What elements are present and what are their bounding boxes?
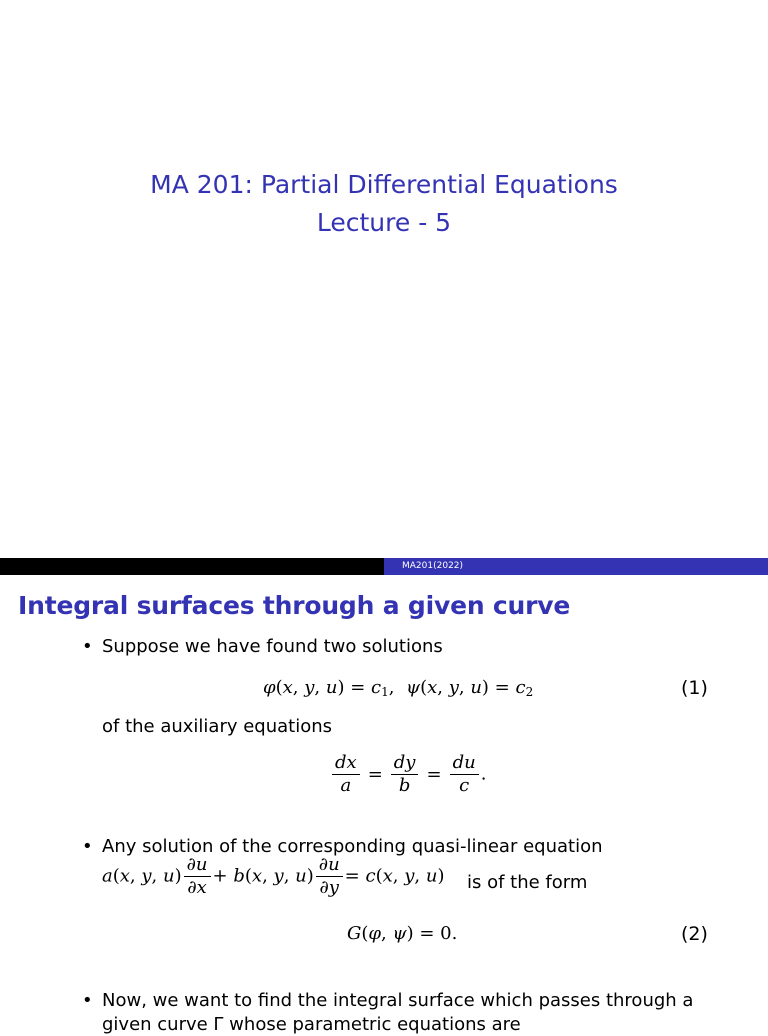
aux-text: of the auxiliary equations [102, 716, 333, 737]
equation-1-number: (1) [681, 677, 708, 699]
bullet1-text: Suppose we have found two solutions [102, 636, 443, 657]
slide-title: Integral surfaces through a given curve [18, 591, 571, 620]
equation-2: G(φ, ψ) = 0. [347, 923, 458, 944]
header-band-left [0, 558, 384, 575]
auxiliary-equations: $\frac{dx}{a}$ = $\frac{dy}{b}$ = $\frac{du}{c}$ . [330, 752, 486, 797]
bullet-marker: • [82, 836, 93, 857]
bullet2-tail: is of the form [467, 872, 588, 893]
bullet-marker: • [82, 990, 93, 1011]
course-tag: MA201(2022) [384, 558, 768, 575]
bullet3-text: Now, we want to find the integral surface which passes through a [102, 990, 694, 1011]
bullet-marker: • [82, 636, 93, 657]
lecture-number: Lecture - 5 [316, 208, 452, 237]
lecture-title: MA 201: Partial Differential Equations [150, 170, 618, 199]
bullet2-text: Any solution of the corresponding quasi-linear equation [102, 836, 603, 857]
quasi-linear-equation: a(x, y, u) $\frac{\partial u}{\partial x}$ + b(x, y, u) $\frac{\partial u}{\partial y}$ = c(x, y, u) [102, 854, 445, 898]
bullet3-continuation: given curve Γ whose parametric equations are [102, 1014, 521, 1035]
header-band [0, 558, 768, 575]
equation-1: φ(x, y, $u) = c_1$, ψ(x, y, $u) = c_2$ [263, 677, 534, 699]
equation-2-number: (2) [681, 923, 708, 945]
